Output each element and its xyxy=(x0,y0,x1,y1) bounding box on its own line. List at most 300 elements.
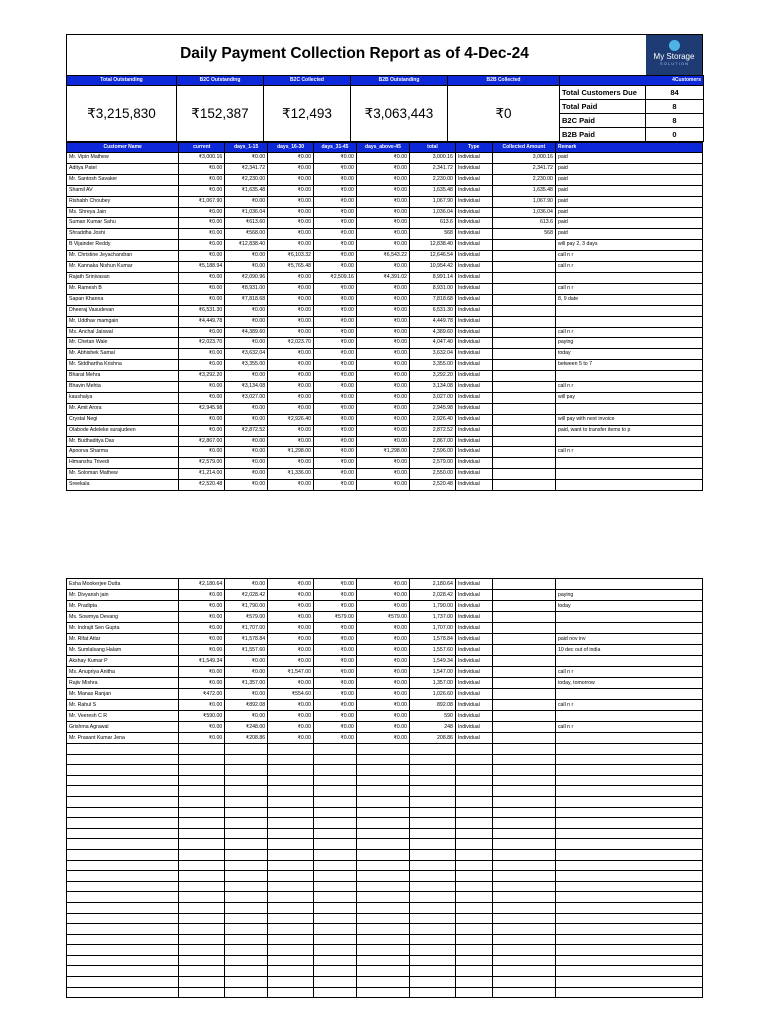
total-outstanding-value: ₹3,215,830 xyxy=(67,86,177,142)
remark xyxy=(555,458,702,469)
days-1-15-amount: ₹0.00 xyxy=(225,305,268,316)
total-amount: 2,341.72 xyxy=(409,163,455,174)
empty-cell xyxy=(409,807,455,818)
total-amount: 2,867.00 xyxy=(409,436,455,447)
days-above-45-amount: ₹0.00 xyxy=(356,294,409,305)
b2c-collected-value: ₹12,493 xyxy=(264,86,351,142)
customer-name: Sapan Khanna xyxy=(67,294,179,305)
current-amount: ₹6,531.30 xyxy=(179,305,225,316)
collected-amount xyxy=(492,678,555,689)
total-amount: 1,737.00 xyxy=(409,612,455,623)
empty-cell xyxy=(225,849,268,860)
remark: paid xyxy=(555,196,702,207)
customer-name: Mr. Rifat Attar xyxy=(67,634,179,645)
days-16-30-amount: ₹5,765.48 xyxy=(268,262,314,273)
days-31-45-amount: ₹0.00 xyxy=(314,447,357,458)
empty-cell xyxy=(555,807,702,818)
empty-cell xyxy=(314,945,357,956)
empty-cell xyxy=(179,807,225,818)
days-above-45-amount: ₹0.00 xyxy=(356,579,409,590)
total-amount: 1,707.00 xyxy=(409,623,455,634)
total-amount: 1,635.48 xyxy=(409,185,455,196)
customer-type: Individual xyxy=(455,458,492,469)
customer-name: Rishabh Choubey xyxy=(67,196,179,207)
table-row xyxy=(67,678,703,689)
empty-cell xyxy=(356,796,409,807)
days-31-45-amount: ₹0.00 xyxy=(314,425,357,436)
empty-cell xyxy=(356,987,409,998)
days-16-30-amount: ₹0.00 xyxy=(268,207,314,218)
days-31-45-amount: ₹0.00 xyxy=(314,349,357,360)
table-row xyxy=(67,403,703,414)
days-16-30-amount: ₹0.00 xyxy=(268,590,314,601)
days-above-45-amount: ₹0.00 xyxy=(356,623,409,634)
remark: today xyxy=(555,349,702,360)
total-amount: 3,134.08 xyxy=(409,382,455,393)
empty-cell xyxy=(455,871,492,882)
empty-cell xyxy=(356,818,409,829)
total-amount: 1,790.00 xyxy=(409,601,455,612)
customer-name: Ms. Anupriya Anitha xyxy=(67,667,179,678)
empty-cell xyxy=(314,892,357,903)
empty-cell xyxy=(314,881,357,892)
empty-row xyxy=(67,881,703,892)
empty-cell xyxy=(268,881,314,892)
remark xyxy=(555,436,702,447)
days-31-45-amount: ₹0.00 xyxy=(314,240,357,251)
empty-cell xyxy=(67,744,179,755)
days-31-45-amount: ₹0.00 xyxy=(314,316,357,327)
remark: call n r xyxy=(555,283,702,294)
current-amount: ₹0.00 xyxy=(179,678,225,689)
collected-amount xyxy=(492,338,555,349)
b2b-outstanding-value: ₹3,063,443 xyxy=(351,86,448,142)
empty-cell xyxy=(268,839,314,850)
days-1-15-amount: ₹2,872.52 xyxy=(225,425,268,436)
table-row xyxy=(67,689,703,700)
collected-amount xyxy=(492,316,555,327)
current-amount: ₹1,214.00 xyxy=(179,469,225,480)
customer-name: Mr. Abhishek Samal xyxy=(67,349,179,360)
days-1-15-amount: ₹1,790.00 xyxy=(225,601,268,612)
table-row xyxy=(67,700,703,711)
empty-cell xyxy=(555,765,702,776)
collected-amount xyxy=(492,251,555,262)
days-31-45-amount: ₹0.00 xyxy=(314,601,357,612)
days-16-30-amount: ₹0.00 xyxy=(268,349,314,360)
days-16-30-amount: ₹2,023.70 xyxy=(268,338,314,349)
summary-header: B2C Collected xyxy=(264,76,351,86)
days-above-45-amount: ₹0.00 xyxy=(356,218,409,229)
current-amount: ₹2,180.64 xyxy=(179,579,225,590)
days-31-45-amount: ₹0.00 xyxy=(314,294,357,305)
empty-cell xyxy=(268,945,314,956)
customer-name: Mr. Santosh Savaker xyxy=(67,174,179,185)
empty-cell xyxy=(225,765,268,776)
column-header: Type xyxy=(455,143,492,153)
table-row xyxy=(67,480,703,491)
empty-cell xyxy=(67,796,179,807)
empty-cell xyxy=(225,977,268,988)
days-16-30-amount: ₹0.00 xyxy=(268,711,314,722)
total-amount: 2,028.42 xyxy=(409,590,455,601)
empty-cell xyxy=(356,966,409,977)
customer-type: Individual xyxy=(455,262,492,273)
days-1-15-amount: ₹0.00 xyxy=(225,447,268,458)
current-amount: ₹0.00 xyxy=(179,283,225,294)
days-31-45-amount: ₹0.00 xyxy=(314,469,357,480)
days-16-30-amount: ₹2,926.40 xyxy=(268,414,314,425)
collected-amount xyxy=(492,403,555,414)
customer-name: Rajiv Mishra xyxy=(67,678,179,689)
collected-amount: 2,230.00 xyxy=(492,174,555,185)
days-above-45-amount: ₹0.00 xyxy=(356,689,409,700)
days-above-45-amount: ₹0.00 xyxy=(356,678,409,689)
days-above-45-amount: ₹1,298.00 xyxy=(356,447,409,458)
empty-cell xyxy=(67,754,179,765)
customer-type: Individual xyxy=(455,425,492,436)
current-amount: ₹0.00 xyxy=(179,229,225,240)
empty-row xyxy=(67,796,703,807)
collected-amount xyxy=(492,392,555,403)
count-value: 8 xyxy=(646,100,704,114)
empty-cell xyxy=(268,902,314,913)
days-above-45-amount: ₹0.00 xyxy=(356,305,409,316)
empty-cell xyxy=(225,828,268,839)
empty-row xyxy=(67,966,703,977)
table-row xyxy=(67,645,703,656)
total-amount: 12,646.54 xyxy=(409,251,455,262)
days-31-45-amount: ₹0.00 xyxy=(314,218,357,229)
empty-cell xyxy=(492,775,555,786)
days-16-30-amount: ₹0.00 xyxy=(268,634,314,645)
days-16-30-amount: ₹0.00 xyxy=(268,403,314,414)
table-row xyxy=(67,601,703,612)
customer-type: Individual xyxy=(455,645,492,656)
table-row xyxy=(67,207,703,218)
customer-name: Shraddha Joshi xyxy=(67,229,179,240)
empty-cell xyxy=(409,934,455,945)
collected-amount xyxy=(492,382,555,393)
count-label: Total Paid xyxy=(560,100,646,114)
days-above-45-amount: ₹0.00 xyxy=(356,700,409,711)
customer-name: Dheeraj Vasudevan xyxy=(67,305,179,316)
remark: call n r xyxy=(555,700,702,711)
collected-amount xyxy=(492,458,555,469)
days-31-45-amount: ₹0.00 xyxy=(314,360,357,371)
title-row xyxy=(66,34,703,75)
table-row xyxy=(67,229,703,240)
table-row xyxy=(67,305,703,316)
empty-cell xyxy=(455,955,492,966)
remark: 10 dec out of india xyxy=(555,645,702,656)
column-header: days_above-45 xyxy=(356,143,409,153)
days-1-15-amount: ₹0.00 xyxy=(225,403,268,414)
report-sheet-continued xyxy=(66,578,703,998)
days-above-45-amount: ₹0.00 xyxy=(356,382,409,393)
empty-cell xyxy=(492,955,555,966)
customer-type: Individual xyxy=(455,623,492,634)
empty-cell xyxy=(356,839,409,850)
collection-table-continued xyxy=(66,578,703,998)
collected-amount xyxy=(492,349,555,360)
empty-cell xyxy=(555,977,702,988)
total-amount: 10,954.42 xyxy=(409,262,455,273)
days-1-15-amount: ₹8,931.00 xyxy=(225,283,268,294)
table-row xyxy=(67,218,703,229)
empty-cell xyxy=(555,754,702,765)
customer-name: Mr. Amit Arora xyxy=(67,403,179,414)
empty-cell xyxy=(555,828,702,839)
empty-cell xyxy=(268,754,314,765)
collected-amount xyxy=(492,272,555,283)
empty-cell xyxy=(314,796,357,807)
current-amount: ₹4,449.78 xyxy=(179,316,225,327)
summary-header-row xyxy=(67,76,704,86)
empty-cell xyxy=(67,924,179,935)
collected-amount xyxy=(492,294,555,305)
customer-type: Individual xyxy=(455,711,492,722)
summary-header: B2B Outstanding xyxy=(351,76,448,86)
count-label: B2B Paid xyxy=(560,128,646,142)
empty-cell xyxy=(455,786,492,797)
summary-header: B2B Collected xyxy=(448,76,560,86)
total-amount: 1,557.60 xyxy=(409,645,455,656)
remark: paid xyxy=(555,163,702,174)
empty-cell xyxy=(555,913,702,924)
table-row xyxy=(67,316,703,327)
b2b-collected-value: ₹0 xyxy=(448,86,560,142)
days-1-15-amount: ₹1,707.00 xyxy=(225,623,268,634)
days-16-30-amount: ₹0.00 xyxy=(268,218,314,229)
current-amount: ₹0.00 xyxy=(179,327,225,338)
empty-cell xyxy=(179,786,225,797)
customer-type: Individual xyxy=(455,612,492,623)
column-header: current xyxy=(179,143,225,153)
collected-amount: 1,067.90 xyxy=(492,196,555,207)
days-above-45-amount: ₹0.00 xyxy=(356,316,409,327)
days-above-45-amount: ₹0.00 xyxy=(356,392,409,403)
empty-cell xyxy=(409,828,455,839)
days-16-30-amount: ₹0.00 xyxy=(268,360,314,371)
remark: will pay with next invoice xyxy=(555,414,702,425)
column-header: days_16-30 xyxy=(268,143,314,153)
total-amount: 2,596.00 xyxy=(409,447,455,458)
days-16-30-amount: ₹0.00 xyxy=(268,656,314,667)
empty-cell xyxy=(492,977,555,988)
days-31-45-amount: ₹0.00 xyxy=(314,371,357,382)
total-amount: 12,838.40 xyxy=(409,240,455,251)
collected-amount xyxy=(492,689,555,700)
total-amount: 8,991.14 xyxy=(409,272,455,283)
empty-cell xyxy=(67,966,179,977)
customer-type: Individual xyxy=(455,229,492,240)
empty-row xyxy=(67,924,703,935)
empty-cell xyxy=(67,818,179,829)
collection-table-body xyxy=(67,153,703,491)
customer-name: Olabode Adeleke surajudeen xyxy=(67,425,179,436)
empty-cell xyxy=(225,913,268,924)
empty-cell xyxy=(268,860,314,871)
empty-cell xyxy=(492,892,555,903)
empty-cell xyxy=(225,881,268,892)
empty-cell xyxy=(409,945,455,956)
empty-cell xyxy=(455,924,492,935)
empty-cell xyxy=(409,987,455,998)
current-amount: ₹2,520.48 xyxy=(179,480,225,491)
logo-name: My Storage xyxy=(653,52,695,61)
days-above-45-amount: ₹0.00 xyxy=(356,414,409,425)
total-amount: 3,000.16 xyxy=(409,153,455,164)
table-row xyxy=(67,458,703,469)
customer-type: Individual xyxy=(455,316,492,327)
empty-cell xyxy=(314,924,357,935)
days-1-15-amount: ₹1,036.04 xyxy=(225,207,268,218)
empty-cell xyxy=(225,786,268,797)
empty-cell xyxy=(455,775,492,786)
collected-amount: 2,341.72 xyxy=(492,163,555,174)
empty-cell xyxy=(268,987,314,998)
current-amount: ₹2,945.98 xyxy=(179,403,225,414)
customer-name: Mr. Uddhav mamgain xyxy=(67,316,179,327)
remark xyxy=(555,371,702,382)
empty-row xyxy=(67,744,703,755)
current-amount: ₹0.00 xyxy=(179,623,225,634)
empty-cell xyxy=(455,945,492,956)
customer-type: Individual xyxy=(455,678,492,689)
table-row xyxy=(67,338,703,349)
empty-cell xyxy=(314,977,357,988)
empty-cell xyxy=(409,977,455,988)
empty-cell xyxy=(455,754,492,765)
days-above-45-amount: ₹0.00 xyxy=(356,327,409,338)
collected-amount xyxy=(492,283,555,294)
empty-cell xyxy=(492,966,555,977)
empty-cell xyxy=(179,924,225,935)
days-1-15-amount: ₹0.00 xyxy=(225,667,268,678)
empty-cell xyxy=(67,871,179,882)
empty-cell xyxy=(314,744,357,755)
remark: call n r xyxy=(555,722,702,733)
empty-cell xyxy=(179,934,225,945)
days-above-45-amount: ₹0.00 xyxy=(356,185,409,196)
empty-cell xyxy=(179,839,225,850)
remark: paid xyxy=(555,185,702,196)
current-amount: ₹0.00 xyxy=(179,251,225,262)
days-31-45-amount: ₹0.00 xyxy=(314,174,357,185)
column-header: Customer Name xyxy=(67,143,179,153)
remark: paying xyxy=(555,338,702,349)
days-1-15-amount: ₹1,357.00 xyxy=(225,678,268,689)
empty-cell xyxy=(179,849,225,860)
days-1-15-amount: ₹0.00 xyxy=(225,656,268,667)
days-16-30-amount: ₹0.00 xyxy=(268,436,314,447)
total-amount: 4,389.60 xyxy=(409,327,455,338)
empty-cell xyxy=(179,860,225,871)
remark xyxy=(555,469,702,480)
empty-cell xyxy=(555,849,702,860)
empty-cell xyxy=(314,775,357,786)
empty-cell xyxy=(455,881,492,892)
remark xyxy=(555,623,702,634)
empty-cell xyxy=(356,786,409,797)
days-above-45-amount: ₹4,391.02 xyxy=(356,272,409,283)
days-1-15-amount: ₹248.00 xyxy=(225,722,268,733)
total-amount: 2,872.52 xyxy=(409,425,455,436)
days-above-45-amount: ₹0.00 xyxy=(356,262,409,273)
current-amount: ₹0.00 xyxy=(179,645,225,656)
days-above-45-amount: ₹0.00 xyxy=(356,338,409,349)
empty-cell xyxy=(492,849,555,860)
total-amount: 248 xyxy=(409,722,455,733)
empty-cell xyxy=(492,913,555,924)
days-above-45-amount: ₹0.00 xyxy=(356,360,409,371)
empty-cell xyxy=(225,754,268,765)
empty-cell xyxy=(67,955,179,966)
collected-amount xyxy=(492,436,555,447)
customer-type: Individual xyxy=(455,360,492,371)
empty-cell xyxy=(225,892,268,903)
empty-cell xyxy=(225,818,268,829)
customer-name: Mr. Manas Ranjan xyxy=(67,689,179,700)
days-16-30-amount: ₹0.00 xyxy=(268,458,314,469)
column-header-row xyxy=(67,143,703,153)
empty-cell xyxy=(225,744,268,755)
empty-cell xyxy=(555,924,702,935)
customer-type: Individual xyxy=(455,338,492,349)
customer-type: Individual xyxy=(455,371,492,382)
collected-amount xyxy=(492,733,555,744)
days-above-45-amount: ₹0.00 xyxy=(356,403,409,414)
empty-cell xyxy=(555,934,702,945)
empty-cell xyxy=(179,744,225,755)
collected-amount xyxy=(492,360,555,371)
days-1-15-amount: ₹0.00 xyxy=(225,469,268,480)
empty-cell xyxy=(356,765,409,776)
empty-cell xyxy=(225,902,268,913)
empty-cell xyxy=(225,924,268,935)
remark: paid xyxy=(555,174,702,185)
collected-amount: 613.6 xyxy=(492,218,555,229)
total-amount: 613.6 xyxy=(409,218,455,229)
table-row xyxy=(67,579,703,590)
count-label: B2C Paid xyxy=(560,114,646,128)
days-16-30-amount: ₹0.00 xyxy=(268,425,314,436)
table-row xyxy=(67,196,703,207)
current-amount: ₹0.00 xyxy=(179,360,225,371)
table-row xyxy=(67,612,703,623)
days-16-30-amount: ₹0.00 xyxy=(268,392,314,403)
table-row xyxy=(67,436,703,447)
remark xyxy=(555,711,702,722)
empty-cell xyxy=(409,818,455,829)
customer-name: Suman Kumar Sahu xyxy=(67,218,179,229)
empty-cell xyxy=(225,871,268,882)
customer-type: Individual xyxy=(455,414,492,425)
empty-cell xyxy=(225,775,268,786)
days-1-15-amount: ₹0.00 xyxy=(225,262,268,273)
customer-name: Shamil AV xyxy=(67,185,179,196)
empty-row xyxy=(67,860,703,871)
empty-cell xyxy=(268,765,314,776)
remark xyxy=(555,403,702,414)
empty-row xyxy=(67,934,703,945)
customer-type: Individual xyxy=(455,403,492,414)
customer-name: Mr. Vipin Mathew xyxy=(67,153,179,164)
current-amount: ₹2,867.00 xyxy=(179,436,225,447)
current-amount: ₹2,023.70 xyxy=(179,338,225,349)
empty-cell xyxy=(455,849,492,860)
